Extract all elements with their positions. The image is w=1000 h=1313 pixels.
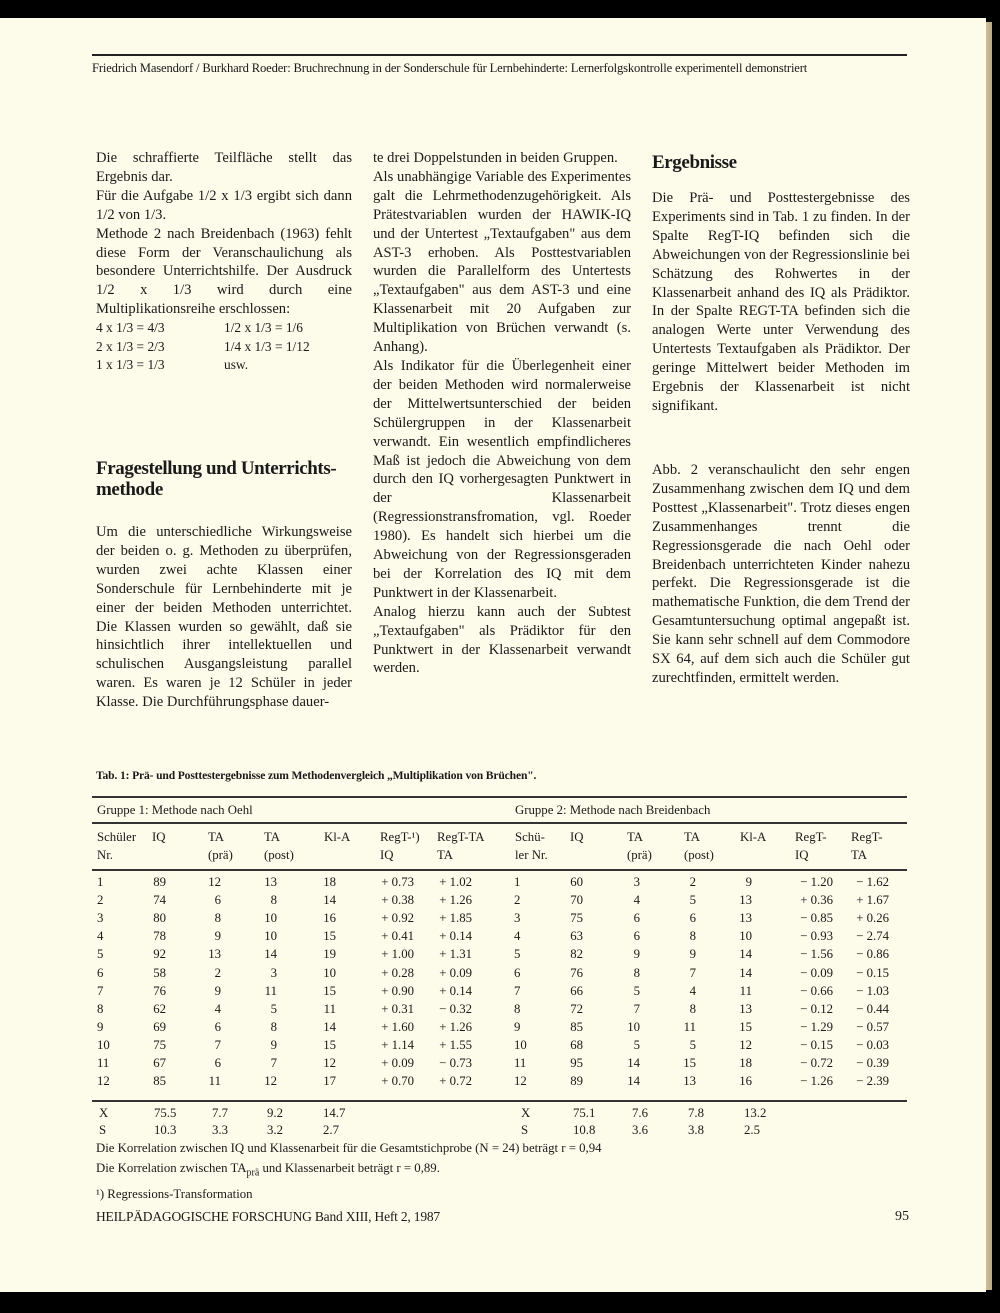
paragraph: Abb. 2 veranschaulicht den sehr engen Zusammenhang zwischen dem IQ und dem Posttest „Klassenarbeit". Trotz dieses engen Zusammenhanges trennt die Regressionsgerade die nach Oehl oder Breidenbach unterrichteten Kinder nahezu perfekt. Die Regressionsgerade ist die mathematische Funktion, die dem Trend der Gesamtuntersuchung optimal angepaßt ist. Sie kann sehr schnell auf dem Commodore SX 64, auf dem sich auch die Schüler gut zurechtfinden, ermittelt werden. [652,462,910,686]
group-2-row-cell: 4 [514,929,521,944]
section-heading-fragestellung [96,458,366,500]
group-1-row-cell: + 0.73 [381,875,414,889]
group-1-row-cell: + 1.00 [381,947,414,962]
group-1-stat: X [99,1106,109,1120]
note-text: und Klassenarbeit beträgt r = 0,89. [259,1161,440,1175]
group-2-row-cell: 68 [570,1037,583,1052]
column-header: TA [851,848,868,862]
group-2-row-cell: 95 [570,1056,583,1070]
group-2-row-cell: 75 [570,911,583,926]
page-number: 95 [895,1209,909,1224]
column-3-para-1 [652,189,910,416]
heading-line: methode [96,479,163,500]
group-2-row-cell: + 1.67 [856,893,889,908]
paragraph: Methode 2 nach Breidenbach (1963) fehlt diese Form der Veranschaulichung als besondere Unterrichtshilfe. Der Ausdruck 1/2 x 1/3 wird durch eine Multiplikationsreihe erschlossen: [96,225,352,318]
group-1-stat: 9.2 [267,1106,283,1120]
table-rule [92,1100,907,1102]
group-2-stat: 2.5 [744,1123,760,1137]
group-1-row-cell: 6 [214,1056,221,1070]
group-1-row-cell: 6 [214,1019,221,1034]
group-2-stat: S [521,1123,529,1137]
group-1-row-cell: + 0.14 [439,983,472,998]
group-2-row-cell: 1 [514,875,521,889]
group-2-row-cell: 60 [570,875,583,889]
column-header: TA [437,848,454,862]
group-1-row-cell: 3 [97,911,104,926]
column-header: ler Nr. [515,848,548,862]
group-2-row-cell: 7 [689,965,696,980]
column-header: TA [208,830,225,844]
group-1-row-cell: + 1.26 [439,893,472,908]
group-1-stat: 14.7 [323,1106,346,1120]
group-2-row-cell: 12 [739,1037,752,1052]
group-2-row-cell: 5 [689,1037,696,1052]
group-2-row-cell: 14 [627,1074,640,1089]
group-2-stat: 3.8 [688,1123,704,1137]
group-2-row-cell: 82 [570,947,583,962]
group-1-row-cell: + 1.55 [439,1037,472,1052]
group-1-row-cell: + 0.72 [439,1074,472,1089]
group-2-row-cell: 13 [683,1074,696,1089]
group-1-row-cell: 6 [97,965,104,980]
group-2-row-cell: 10 [627,1019,640,1034]
group-2-row-cell: 2 [514,893,521,908]
group-1-row-cell: 7 [270,1056,277,1070]
group-2-row-cell: − 1.20 [800,875,833,889]
group-1-row-cell: + 1.60 [381,1019,414,1034]
group-1-row-cell: 9 [270,1037,277,1052]
group-2-row-cell: 8 [514,1001,521,1016]
group-2-row-cell: 66 [570,983,583,998]
group-1-row-cell: 85 [153,1074,166,1089]
group-1-row-cell: 11 [264,983,277,998]
group-1-row-cell: 15 [323,1037,336,1052]
group-2-row-cell: 10 [739,929,752,944]
group-2-row-cell: 6 [633,929,640,944]
journal-footer: HEILPÄDAGOGISCHE FORSCHUNG Band XIII, Heft 2, 1987 [96,1209,440,1224]
group-2-row-cell: 2 [689,875,696,889]
group-1-title: Gruppe 1: Methode nach Oehl [97,803,253,817]
column-header: TA [627,830,644,844]
group-1-row-cell: 12 [208,875,221,889]
heading-line: Fragestellung und Unterrichts- [96,458,337,479]
group-2-row-cell: 3 [514,911,521,926]
group-2-row-cell: − 1.62 [856,875,889,889]
equation: 1 x 1/3 = 1/3 [96,357,165,373]
column-header: RegT-¹) [380,830,420,844]
group-1-row-cell: 3 [270,965,277,980]
group-2-row-cell: 12 [514,1074,527,1089]
equation: 4 x 1/3 = 4/3 [96,320,165,336]
group-2-stat: 3.6 [632,1123,648,1137]
group-2-row-cell: − 0.86 [856,947,889,962]
group-1-row-cell: 17 [323,1074,336,1089]
group-2-row-cell: 89 [570,1074,583,1089]
group-2-row-cell: 8 [689,1001,696,1016]
group-1-row-cell: 10 [264,911,277,926]
group-2-row-cell: 85 [570,1019,583,1034]
group-2-row-cell: − 1.29 [800,1019,833,1034]
group-2-row-cell: − 0.12 [800,1001,833,1016]
group-2-row-cell: 9 [514,1019,521,1034]
group-2-row-cell: 14 [627,1056,640,1070]
group-1-row-cell: 69 [153,1019,166,1034]
equation: usw. [224,357,249,373]
group-1-row-cell: 67 [153,1056,166,1070]
group-2-row-cell: 14 [739,965,752,980]
group-1-row-cell: + 0.09 [381,1056,414,1070]
group-1-row-cell: 14 [264,947,277,962]
group-2-row-cell: 13 [739,1001,752,1016]
paragraph: Die Prä- und Posttestergebnisse des Experiments sind in Tab. 1 zu finden. In der Spalte RegT-IQ befinden sich die Abweichungen von der Regressionslinie bei Schätzung des Rohwertes in der Klassenarbeit anhand des IQ als Prädiktor. In der Spalte REGT-TA befinden sich die analogen Werte unter Verwendung des Untertests Textaufgaben als Prädiktor. Der geringe Mittelwert beider Methoden im Ergebnis der Klassenarbeit ist nicht signifikant. [652,190,910,414]
section-heading-ergebnisse: Ergebnisse [652,152,737,173]
group-1-row-cell: 11 [97,1056,110,1070]
page-edge [986,22,992,1290]
group-2-row-cell: − 0.39 [856,1056,889,1070]
column-header: IQ [795,848,809,862]
group-1-row-cell: 13 [208,947,221,962]
column-header: IQ [152,830,166,844]
group-1-row-cell: + 1.31 [439,947,472,962]
group-2-row-cell: 11 [683,1019,696,1034]
paragraph: te drei Doppelstunden in beiden Gruppen. [373,150,618,166]
group-2-row-cell: + 0.36 [800,893,833,908]
group-2-row-cell: 4 [633,893,640,908]
group-1-row-cell: + 0.28 [381,965,414,980]
paragraph: Analog hierzu kann auch der Subtest „Textaufgaben" als Prädiktor für den Punktwert in der Klassenarbeit verwandt werden. [373,603,631,677]
correlation-note-1: Die Korrelation zwischen IQ und Klassenarbeit für die Gesamtstichprobe (N = 24) beträgt r = 0,94 [96,1141,602,1155]
group-1-row-cell: 89 [153,875,166,889]
group-1-row-cell: 7 [97,983,104,998]
group-1-row-cell: 8 [270,1019,277,1034]
group-2-row-cell: 4 [689,983,696,998]
group-2-row-cell: − 0.57 [856,1019,889,1034]
column-1-section [96,523,352,712]
group-2-row-cell: 9 [745,875,752,889]
group-2-row-cell: − 0.93 [800,929,833,944]
header-rule [92,54,907,56]
group-1-stat: 75.5 [154,1106,177,1120]
column-header: Kl-A [740,830,767,844]
group-1-row-cell: 18 [323,875,336,889]
note-subscript: prä [246,1167,260,1179]
group-1-row-cell: − 0.73 [439,1056,472,1070]
column-header: (prä) [627,848,652,862]
column-header: TA [684,830,701,844]
group-1-row-cell: 5 [270,1001,277,1016]
group-1-row-cell: 80 [153,911,166,926]
group-1-row-cell: 92 [153,947,166,962]
group-1-row-cell: 12 [323,1056,336,1070]
group-2-row-cell: 70 [570,893,583,908]
column-1 [96,149,352,375]
group-1-row-cell: 4 [214,1001,221,1016]
group-1-stat: 10.3 [154,1123,177,1137]
table-rule [92,822,907,824]
group-1-row-cell: 8 [214,911,221,926]
column-header: Nr. [97,848,113,862]
group-2-row-cell: 6 [514,965,521,980]
group-2-row-cell: + 0.26 [856,911,889,926]
group-1-row-cell: 6 [214,893,221,908]
group-2-row-cell: 63 [570,929,583,944]
group-2-row-cell: 5 [633,1037,640,1052]
group-2-row-cell: − 2.39 [856,1074,889,1089]
group-2-stat: X [521,1106,531,1120]
group-2-row-cell: 6 [689,911,696,926]
group-1-row-cell: + 0.38 [381,893,414,908]
group-2-row-cell: 18 [739,1056,752,1070]
column-header: RegT-TA [437,830,485,844]
group-2-row-cell: 11 [739,983,752,998]
group-1-row-cell: 8 [270,893,277,908]
group-1-stat: 2.7 [323,1123,339,1137]
group-1-row-cell: 75 [153,1037,166,1052]
group-1-row-cell: 19 [323,947,336,962]
group-1-row-cell: 10 [264,929,277,944]
group-2-row-cell: 72 [570,1001,583,1016]
column-header: IQ [380,848,394,862]
group-1-row-cell: 9 [214,929,221,944]
group-1-row-cell: 78 [153,929,166,944]
group-2-stat: 75.1 [573,1106,596,1120]
correlation-note-2 [96,1158,602,1184]
group-2-stat: 7.6 [632,1106,648,1120]
group-2-row-cell: − 0.66 [800,983,833,998]
column-header: (post) [264,848,294,862]
group-2-row-cell: 5 [689,893,696,908]
table-rule [92,869,907,871]
group-1-stat: S [99,1123,107,1137]
group-2-row-cell: 15 [683,1056,696,1070]
group-1-row-cell: + 0.90 [381,983,414,998]
group-2-row-cell: − 0.72 [800,1056,833,1070]
column-header: Kl-A [324,830,351,844]
group-2-row-cell: 5 [633,983,640,998]
column-header: RegT- [795,830,827,844]
equation: 1/4 x 1/3 = 1/12 [224,338,310,354]
group-2-row-cell: 6 [633,911,640,926]
column-header: (post) [684,848,714,862]
group-2-row-cell: 14 [739,947,752,962]
group-2-row-cell: 7 [633,1001,640,1016]
group-1-row-cell: + 0.31 [381,1001,414,1016]
group-1-row-cell: − 0.32 [439,1001,472,1016]
group-1-row-cell: 11 [323,1001,336,1016]
group-2-row-cell: − 0.15 [856,965,889,980]
multiplication-series [96,319,352,375]
group-1-row-cell: 74 [153,893,166,908]
group-1-row-cell: 5 [97,947,104,962]
group-1-row-cell: + 0.70 [381,1074,414,1089]
group-2-row-cell: 7 [514,983,521,998]
group-2-stat: 13.2 [744,1106,767,1120]
group-2-row-cell: 9 [633,947,640,962]
group-1-row-cell: 7 [214,1037,221,1052]
column-header: Schü- [515,830,545,844]
group-1-row-cell: 10 [323,965,336,980]
group-1-row-cell: 2 [97,893,104,908]
group-2-row-cell: 5 [514,947,521,962]
group-1-stat: 3.3 [212,1123,228,1137]
group-2-row-cell: − 1.26 [800,1074,833,1089]
group-2-row-cell: − 1.56 [800,947,833,962]
group-2-stat: 7.8 [688,1106,704,1120]
group-1-row-cell: + 1.26 [439,1019,472,1034]
footnote: ¹) Regressions-Transformation [96,1186,253,1201]
equation: 2 x 1/3 = 2/3 [96,338,165,354]
group-2-row-cell: − 0.85 [800,911,833,926]
group-2-row-cell: − 0.15 [800,1037,833,1052]
group-2-title: Gruppe 2: Methode nach Breidenbach [515,803,711,817]
group-2-stat: 10.8 [573,1123,596,1137]
column-header: RegT- [851,830,883,844]
group-1-row-cell: + 1.02 [439,875,472,889]
group-1-row-cell: 15 [323,929,336,944]
paragraph: Die schraffierte Teilfläche stellt das Ergebnis dar. [96,150,352,185]
group-1-row-cell: + 1.14 [381,1037,414,1052]
column-2 [373,149,631,678]
table-notes [96,1138,602,1204]
group-1-row-cell: 2 [214,965,221,980]
group-1-row-cell: 9 [214,983,221,998]
group-2-row-cell: − 0.09 [800,965,833,980]
column-header: TA [264,830,281,844]
column-header: IQ [570,830,584,844]
group-1-row-cell: + 1.85 [439,911,472,926]
group-1-row-cell: 58 [153,965,166,980]
group-1-stat: 3.2 [267,1123,283,1137]
group-1-row-cell: 13 [264,875,277,889]
group-1-stat: 7.7 [212,1106,228,1120]
group-2-row-cell: 9 [689,947,696,962]
group-2-row-cell: − 0.44 [856,1001,889,1016]
group-1-row-cell: + 0.14 [439,929,472,944]
group-1-row-cell: 14 [323,893,336,908]
table-rule [92,796,907,798]
group-2-row-cell: 76 [570,965,583,980]
group-1-row-cell: 11 [208,1074,221,1089]
group-1-row-cell: 12 [97,1074,110,1089]
group-1-row-cell: + 0.92 [381,911,414,926]
group-1-row-cell: 1 [97,875,104,889]
note-text: Die Korrelation zwischen TA [96,1161,247,1175]
column-header: (prä) [208,848,233,862]
paragraph: Um die unterschiedliche Wirkungsweise der beiden o. g. Methoden zu überprüfen, wurden zwei achte Klassen einer Sonderschule für Lernbehinderte mit je einer der beiden Methoden unterrichtet. Die Klassen wurden so gewählt, daß sie hinsichtlich ihrer intellektuellen und schulischen Ausgangsleistung parallel waren. Es waren je 12 Schüler in jeder Klasse. Die Durchführungsphase dauer- [96,524,352,711]
column-header: Schüler [97,830,137,844]
group-2-row-cell: 11 [514,1056,527,1070]
group-2-row-cell: 15 [739,1019,752,1034]
group-1-row-cell: 12 [264,1074,277,1089]
group-2-row-cell: 13 [739,911,752,926]
group-2-row-cell: 3 [633,875,640,889]
table-caption: Tab. 1: Prä- und Posttestergebnisse zum Methodenvergleich „Multiplikation von Brüchen". [96,769,537,782]
group-2-row-cell: − 0.03 [856,1037,889,1052]
group-2-row-cell: 13 [739,893,752,908]
group-2-row-cell: 8 [689,929,696,944]
group-2-row-cell: 10 [514,1037,527,1052]
group-1-row-cell: 16 [323,911,336,926]
paragraph: Als Indikator für die Überlegenheit einer der beiden Methoden wird normalerweise der Mittelwertsunterschied der beiden Schülergruppen in der Klassenarbeit verwandt. Ein wesentlich empfindlicheres Maß ist jedoch die Abweichung von dem durch den IQ vorhergesagten Punktwert in der Klassenarbeit (Regressionstransfromation, vgl. Roeder 1980). Es handelt sich hierbei um die Abweichung von der Regressionsgeraden bei der Korrelation des IQ mit dem Punktwert in der Klassenarbeit. [373,357,631,601]
group-1-row-cell: 10 [97,1037,110,1052]
group-1-row-cell: + 0.09 [439,965,472,980]
group-1-row-cell: 9 [97,1019,104,1034]
equation: 1/2 x 1/3 = 1/6 [224,320,303,336]
group-2-row-cell: 8 [633,965,640,980]
column-3-para-2 [652,461,910,688]
group-1-row-cell: 76 [153,983,166,998]
group-2-row-cell: − 2.74 [856,929,889,944]
group-1-row-cell: 15 [323,983,336,998]
paragraph: Für die Aufgabe 1/2 x 1/3 ergibt sich dann 1/2 von 1/3. [96,187,352,223]
group-1-row-cell: 62 [153,1001,166,1016]
group-1-row-cell: 14 [323,1019,336,1034]
group-1-row-cell: + 0.41 [381,929,414,944]
running-head: Friedrich Masendorf / Burkhard Roeder: Bruchrechnung in der Sonderschule für Lernbehinderte: Lernerfolgskontrolle experimentell demonstriert [92,61,808,75]
group-1-row-cell: 4 [97,929,104,944]
paragraph: Als unabhängige Variable des Experimentes galt die Lehrmethodenzugehörigkeit. Als Prätestvariablen wurden der HAWIK-IQ und der Untertest „Textaufgaben" aus dem AST-3 erhoben. Als Posttestvariablen wurden die Parallelform des Untertests „Textaufgaben" aus dem AST-3 und eine Klassenarbeit mit 20 Aufgaben zur Multiplikation von Brüchen verwandt (s. Anhang). [373,168,631,356]
group-2-row-cell: − 1.03 [856,983,889,998]
group-2-row-cell: 16 [739,1074,752,1089]
group-1-row-cell: 8 [97,1001,104,1016]
